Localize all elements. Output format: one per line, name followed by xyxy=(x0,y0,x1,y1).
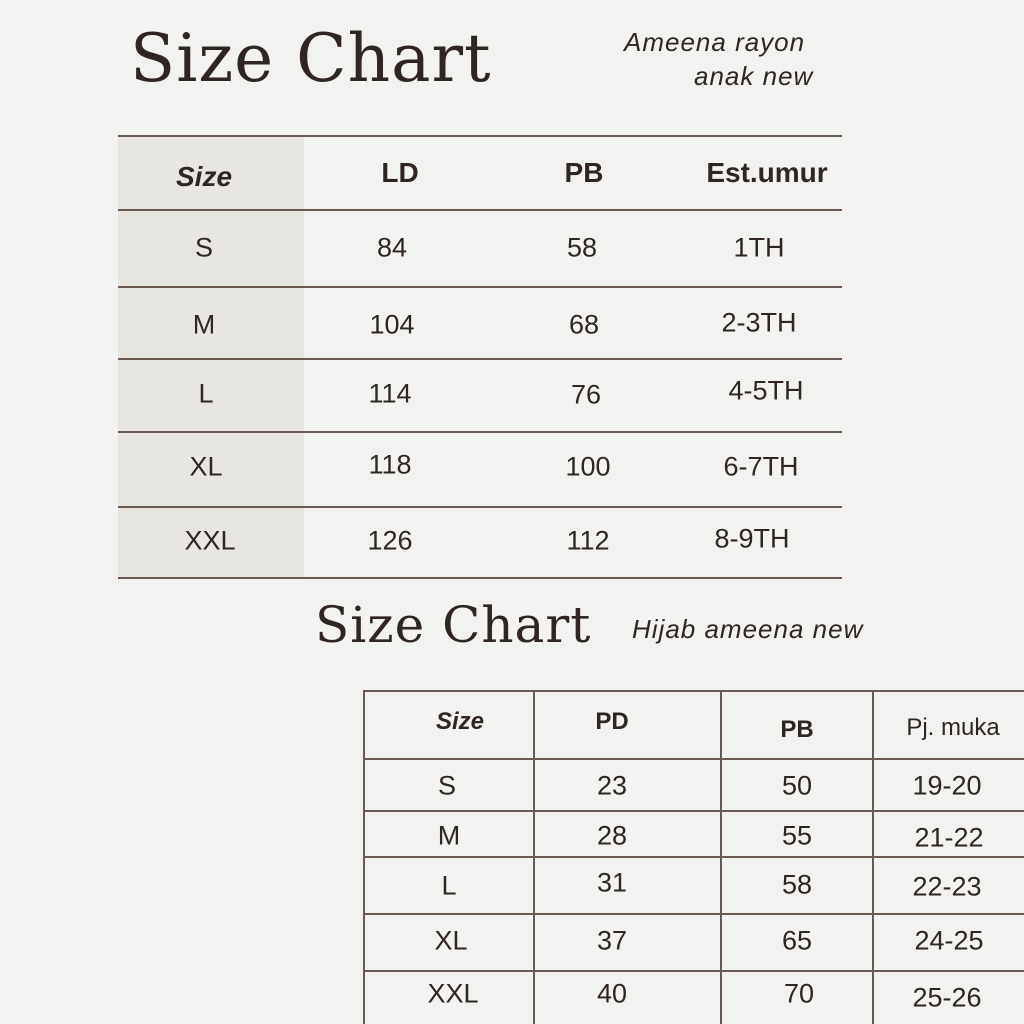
table-cell: 1TH xyxy=(733,232,785,263)
product-name-hijab: Hijab ameena new xyxy=(632,614,864,644)
table-divider xyxy=(872,690,874,1024)
table-cell: 84 xyxy=(376,232,408,263)
size-column-shade xyxy=(118,135,304,579)
table-cell: 58 xyxy=(566,232,598,263)
product-name-line-2: anak new xyxy=(694,61,814,91)
table-divider xyxy=(118,286,842,288)
table-cell: 19-20 xyxy=(912,770,982,801)
table-cell: XL xyxy=(189,451,223,482)
table-divider xyxy=(363,913,1024,915)
table-cell: S xyxy=(194,232,214,263)
table-divider xyxy=(118,358,842,360)
table-divider xyxy=(363,690,365,1024)
header-ld: LD xyxy=(381,157,419,188)
table-cell: 55 xyxy=(781,820,813,851)
table-cell: XXL xyxy=(427,978,479,1009)
table-cell: XL xyxy=(434,925,468,956)
table-cell: 23 xyxy=(596,770,628,801)
size-table-hijab xyxy=(363,690,1024,1024)
table-cell: 4-5TH xyxy=(728,375,804,406)
table-cell: 24-25 xyxy=(914,925,984,956)
table-cell: 31 xyxy=(596,867,628,898)
table-cell: 6-7TH xyxy=(723,451,799,482)
header-size: Size xyxy=(175,161,233,192)
header-pb: PB xyxy=(780,716,814,743)
table-divider xyxy=(363,690,1024,692)
table-cell: 8-9TH xyxy=(714,523,790,554)
header-pj-muka: Pj. muka xyxy=(906,714,1000,741)
header-size: Size xyxy=(435,708,485,735)
table-cell: 37 xyxy=(596,925,628,956)
table-divider xyxy=(118,135,842,137)
table-cell: 70 xyxy=(783,978,815,1009)
table-cell: 25-26 xyxy=(912,982,982,1013)
table-divider xyxy=(118,577,842,579)
size-chart-title-2: Size Chart xyxy=(315,596,592,654)
table-cell: 40 xyxy=(596,978,628,1009)
table-divider xyxy=(363,810,1024,812)
product-name-line-1: Ameena rayon xyxy=(624,27,806,57)
table-cell: 76 xyxy=(570,379,602,410)
table-cell: M xyxy=(437,820,461,851)
table-cell: XXL xyxy=(184,525,236,556)
table-divider xyxy=(363,970,1024,972)
table-cell: 118 xyxy=(368,449,412,480)
table-divider xyxy=(720,690,722,1024)
size-chart-title-1: Size Chart xyxy=(130,20,492,97)
table-cell: 65 xyxy=(781,925,813,956)
table-cell: L xyxy=(441,870,457,901)
table-cell: 50 xyxy=(781,770,813,801)
table-cell: S xyxy=(437,770,457,801)
table-cell: 22-23 xyxy=(912,871,982,902)
header-pb: PB xyxy=(564,157,604,188)
table-cell: 100 xyxy=(565,451,611,482)
table-cell: 68 xyxy=(568,309,600,340)
table-cell: 21-22 xyxy=(914,822,984,853)
table-cell: L xyxy=(198,378,214,409)
table-cell: 28 xyxy=(596,820,628,851)
header-est-umur: Est.umur xyxy=(706,157,828,188)
table-cell: M xyxy=(192,309,216,340)
table-divider xyxy=(363,758,1024,760)
table-cell: 58 xyxy=(781,869,813,900)
table-divider xyxy=(118,209,842,211)
table-cell: 2-3TH xyxy=(721,307,797,338)
table-divider xyxy=(533,690,535,1024)
table-divider xyxy=(118,506,842,508)
size-table-rayon xyxy=(118,135,842,579)
table-cell: 126 xyxy=(367,525,413,556)
table-cell: 104 xyxy=(369,309,415,340)
table-divider xyxy=(363,856,1024,858)
header-pd: PD xyxy=(595,708,629,735)
table-cell: 114 xyxy=(368,378,412,409)
table-divider xyxy=(118,431,842,433)
table-cell: 112 xyxy=(566,525,610,556)
